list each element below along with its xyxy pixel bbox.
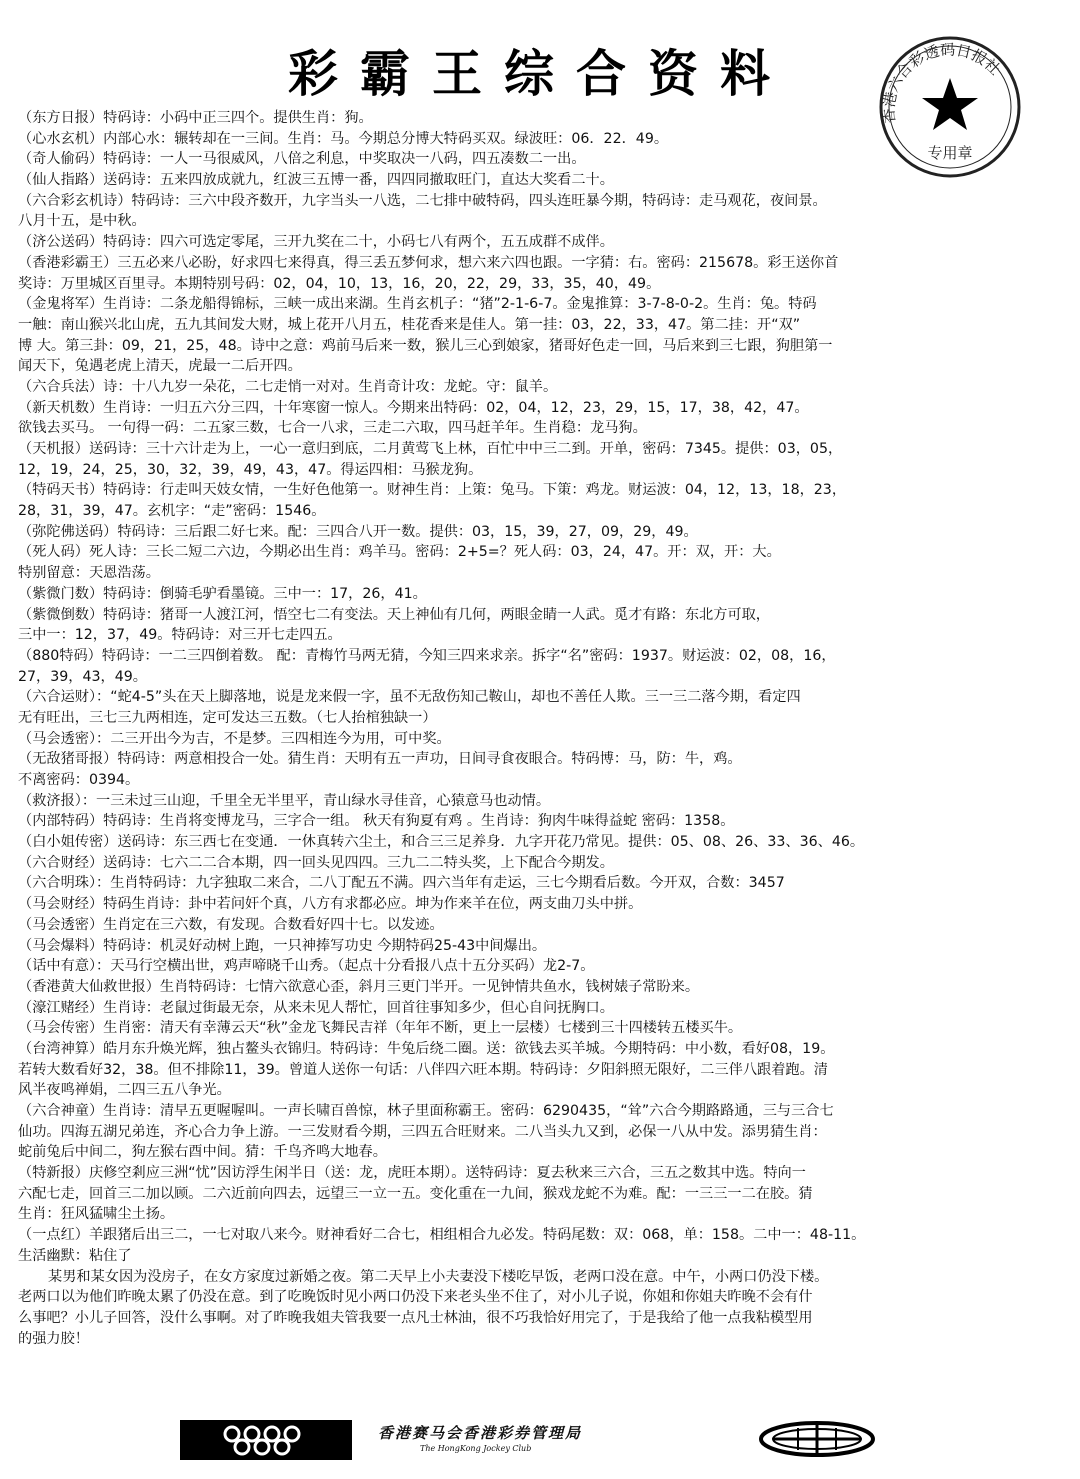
text-line: 28，31，39，47。玄机字：“走”密码：1546。	[18, 503, 326, 520]
text-line: （马会财经）特码生肖诗：卦中若问奸个真，八方有求都必应。坤为作来羊在位，两支曲刀头中拼。	[18, 896, 643, 913]
lottery-emblem-icon	[758, 1420, 876, 1458]
text-line: 某男和某女因为没房子，在女方家度过新婚之夜。第二天早上小夫妻没下楼吃早饭，老两口没在意。中午，小两口仍没下楼。	[48, 1268, 829, 1285]
text-line: （马会传密）生肖密：清天有幸薄云天“秋”金龙飞舞民吉祥（年年不断，更上一层楼）七楼到三十四楼转五楼买牛。	[18, 1020, 743, 1037]
text-line: 27，39，43，49。	[18, 668, 147, 685]
text-line: （死人码）死人诗：三长二短二六边，今期必出生肖：鸡羊马。密码：2+5=？死人码：03，24，47。开：双，开：大。	[18, 544, 781, 561]
text-line: （新天机数）生肖诗：一归五六分三四，十年寒窗一惊人。今期来出特码：02，04，12，23，29，15，17，38，42，47。	[18, 399, 809, 416]
page-title: 彩霸王综合资料	[288, 44, 792, 103]
text-line: （弥陀佛送码）特码诗：三后跟二好七来。配：三四合八开一数。提供：03，15，39，27，09，29，49。	[18, 523, 698, 540]
text-line: （香港彩霸王）三五必来八必盼，好求四七来得真，得三丢五梦何求，想六来六四也跟。一字猜：右。密码：215678。彩王送你首	[18, 254, 839, 271]
text-line: 仙功。四海五湖兄弟连，齐心合力争上游。一三发财看今期，三四五合旺财来。二八当头九又到，必保一八从中发。添男猜生肖：	[18, 1123, 827, 1140]
text-line: （特新报）庆修空剎应三洲“忧”因访浮生闲半日（送：龙，虎旺本期）。送特码诗：夏去秋来三六合，三五之数其中选。特向一	[18, 1165, 806, 1182]
text-line: （内部特码）特码诗：生肖将变博龙马，三字合一组。 秋天有狗夏有鸡 。生肖诗：狗肉牛味得益蛇 密码：1358。	[18, 813, 735, 830]
text-line: 不离密码：0394。	[18, 772, 140, 788]
text-line: 奖诗：万里城区百里寻。本期特别号码：02，04，10，13，16，20，22，29，33，35，40，49。	[18, 275, 661, 292]
text-line: 无有旺出，三七三九两相连，定可发达三五数。（七人抬棺独缺一）	[18, 709, 437, 726]
text-line: （紫微倒数）特码诗：猪哥一人渡江河，悟空七二有变法。天上神仙有几何，两眼金睛一人武。觅才有路：东北方可取，	[18, 606, 770, 623]
text-line: （马会爆料）特码诗：机灵好动树上跑，一只神捧写功史 今期特码25-43中间爆出。	[18, 937, 547, 954]
text-line: （马会透密）：二三开出今为吉，不是梦。三四相连今为用，可中奖。	[18, 730, 451, 747]
text-line: （六合神童）生肖诗：清早五更喔喔叫。一声长啸百兽惊，林子里面称霸王。密码：6290435，“耸”六合今期路路通，三与三合七	[18, 1103, 834, 1119]
text-line: （无敌猪哥报）特码诗：两意相投合一处。猜生肖：天明有五一声功，日间寻食夜眼合。特码博：马，防：牛，鸡。	[18, 751, 742, 768]
stamp-ring-text: 香港六合彩透码日报社	[879, 40, 1004, 125]
text-line: （880特码）特码诗：一二三四倒着数。 配：青梅竹马两无猜，今知三四来求亲。拆字“名”密码：1937。财运波：02，08，16，	[18, 647, 836, 664]
text-line: 欲钱去买马。 一句得一码：二五家三数，七合一八求，三走二六取，四马赶羊年。生肖稳：龙马狗。	[18, 420, 647, 437]
text-line: （六合兵法）诗：十八九岁一朵花，二七走悄一对对。生肖奇计攻：龙蛇。守：鼠羊。	[18, 378, 558, 395]
stamp-center-text: 专用章	[927, 144, 973, 162]
text-line: 生肖：狂风猛啸尘土扬。	[18, 1206, 175, 1223]
text-line: （救济报）：一三未过三山迎，千里全无半里平，青山绿水寻佳音，心猿意马也动情。	[18, 792, 551, 809]
text-line: （特码天书）特码诗：行走叫天妓女情，一生好色他第一。财神生肖：上策：兔马。下策：鸡龙。财运波：04，12，13，18，23，	[18, 482, 847, 499]
text-line: 么事吧？小儿子回答，没什么事啊。对了昨晚我姐夫管我要一点凡士林油，很不巧我恰好用完了，于是我给了他一点我粘模型用	[18, 1309, 813, 1326]
text-line: （台湾神算）皓月东升焕光辉，独占鳌头衣锦归。特码诗：牛兔后绕二圈。送：欲钱去买羊城。今期特码：中小数，看好08，19。	[18, 1040, 835, 1057]
footer-org-sub: The HongKong Jockey Club	[420, 1444, 532, 1453]
text-line: 生活幽默：粘住了	[18, 1247, 132, 1264]
text-line: 八月十五，是中秋。	[18, 213, 146, 230]
text-line: （六合运财）：“蛇4-5”头在天上脚落地，说是龙来假一字，虽不无敌伤知己鞍山，却也不善任人欺。三一三二落今期，看定四	[18, 689, 801, 706]
text-line: （话中有意）：天马行空横出世，鸡声啼晓千山秀。（起点十分看报八点十五分买码）龙2-7。	[18, 958, 595, 975]
text-line: （仙人指路）送码诗：五来四放成就九，红波三五博一番，四四同撤取旺门，直达大奖看二十。	[18, 172, 614, 189]
text-line: （金鬼将军）生肖诗：二条龙船得锦标，三峡一成出来湖。生肖玄机子：“猪”2-1-6-7。金鬼推算：3-7-8-0-2。生肖：兔。特码	[18, 296, 817, 313]
text-line: （奇人偷码）特码诗：一人一马很威风，八倍之利息，中奖取决一八码，四五凑数二一出。	[18, 151, 586, 168]
footer	[180, 1420, 900, 1462]
text-line: （白小姐传密）送码诗：东三西七在变通．一休真转六尘土，和合三三足养身．九字开花乃常见。提供：05、08、26、33、36、46。	[18, 834, 865, 851]
text-line: 风半夜鸣禅娟，二四三五八争光。	[18, 1082, 231, 1099]
text-line: （六合彩玄机诗）特码诗：三六中段齐数开，九字当头一八选，二七排中破特码，四头连旺暴今期，特码诗：走马观花，夜间景。	[18, 192, 827, 209]
text-line: 闻天下，兔遇老虎上清天，虎最一二后开四。	[18, 358, 302, 375]
text-line: 的强力胶！	[18, 1330, 89, 1347]
text-line: （东方日报）特码诗：小码中正三四个。提供生肖：狗。	[18, 110, 373, 126]
document-body	[18, 108, 1063, 1349]
text-line: 若转大数看好32，38。但不排除11，39。曾道人送你一句话：八伴四六旺本期。特码诗：夕阳斜照无限好，二三伴八跟着跑。清	[18, 1061, 828, 1078]
text-line: （一点红）羊跟猪后出三二，一七对取八来今。财神看好二合七，相组相合九必发。特码尾数：双：068，单：158。二中一：48-11。	[18, 1227, 866, 1244]
footer-org-name: 香港赛马会香港彩券管理局	[378, 1424, 583, 1442]
text-line: （心水玄机）内部心水：辗转却在一三间。生肖：马。今期总分博大特码买双。绿波旺：06．22．49。	[18, 130, 669, 147]
text-line: （香港黄大仙救世报）生肖特码诗：七情六欲意心歪，斜月三更门半开。一见钟情共鱼水，钱树婊子常盼来。	[18, 978, 700, 995]
text-line: 博 大。第三卦：09，21，25，48。诗中之意：鸡前马后来一数，猴儿三心到娘家，猪哥好色走一回，马后来到三七跟，狗胆第一	[18, 337, 833, 354]
text-line: （六合明珠）：生肖特码诗：九字独取二来合，二八丁配五不满。四六当年有走运，三七今期看后数。今开双，合数：3457	[18, 875, 785, 892]
text-line: 12，19，24，25，30，32，39，49，43，47。得运四相：马猴龙狗。	[18, 461, 483, 478]
text-line: （马会透密）生肖定在三六数，有发现。合数看好四十七。以发迹。	[18, 916, 444, 933]
text-line: （紫微门数）特码诗：倒骑毛驴看墨镜。三中一：17，26，41。	[18, 585, 427, 602]
text-line: 特别留意：天恩浩荡。	[18, 565, 160, 582]
text-line: 一触：南山猴兴北山虎，五九其间发大财，城上花开八月五，桂花香来是佳人。第一挂：03，22，33，47。第二挂：开“双”	[18, 316, 801, 333]
text-line: 蛇前兔后中间二，狗左猴右酉中间。猜：千鸟齐鸣大地春。	[18, 1144, 387, 1161]
text-line: 六配七走，回首三二加以顾。二六近前向四去，远望三一立一五。变化重在一九间，猴戏龙蛇不为难。配：一三三一二在胶。猜	[18, 1185, 813, 1202]
jockey-club-logo	[180, 1420, 352, 1460]
text-line: 三中一：12，37，49。特码诗：对三开七走四五。	[18, 627, 342, 644]
text-line: 老两口以为他们昨晚太累了仍没在意。到了吃晚饭时见小两口仍没下来老头坐不住了，对小儿子说，你姐和你姐夫昨晚不会有什	[18, 1289, 813, 1306]
text-line: （六合财经）送码诗：七六二二合本期，四一回头见四四。三九二二特头奖，上下配合今期发。	[18, 854, 614, 871]
text-line: （天机报）送码诗：三十六计走为上，一心一意归到底，二月黄莺飞上林，百忙中中三二到。开单，密码：7345。提供：03，05，	[18, 441, 843, 457]
text-line: （济公送码）特码诗：四六可选定零尾，三开九奖在二十，小码七八有两个，五五成群不成伴。	[18, 234, 614, 251]
text-line: （濠江赌经）生肖诗：老鼠过街最无奈，从来未见人帮忙，回首往事知多少，但心自问抚胸口。	[18, 999, 614, 1016]
